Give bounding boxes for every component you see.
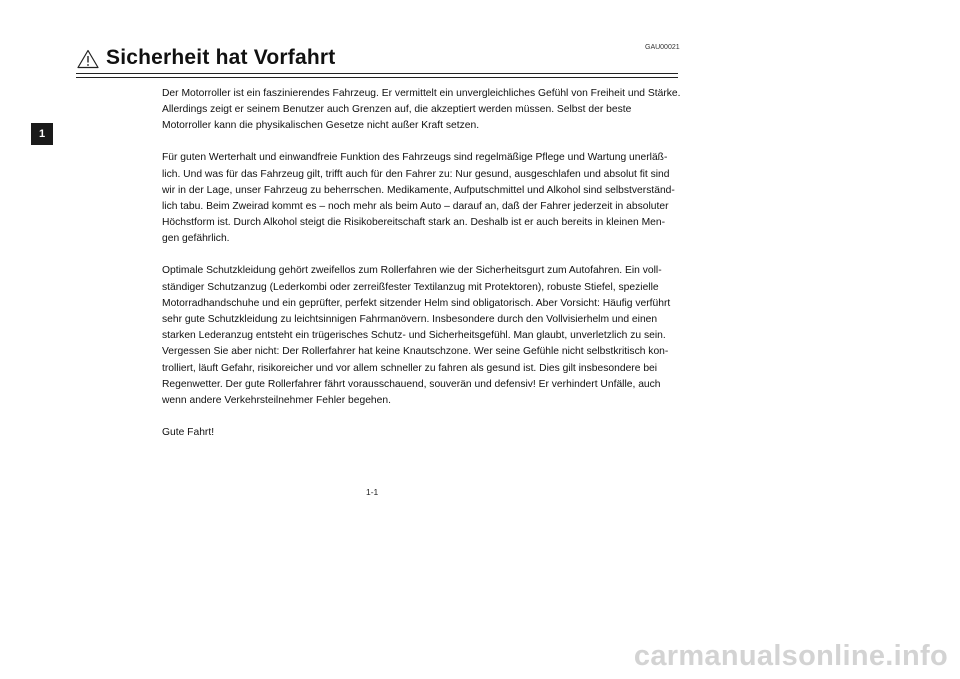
body-text — [162, 86, 682, 457]
page-title: Sicherheit hat Vorfahrt — [106, 46, 336, 69]
document-code: GAU00021 — [645, 44, 680, 51]
chapter-tab: 1 — [31, 123, 53, 145]
paragraph: Der Motorroller ist ein faszinierendes Fahrzeug. Er vermittelt ein unvergleichliches Gefühl von Freiheit und Stärke. Allerdings zeigt er seinem Benutzer auch Grenzen auf, die akzeptiert werden müssen. Selbst der beste Motorroller kann die physikalischen Gesetze nicht außer Kraft setzen. — [162, 88, 681, 132]
paragraph: Gute Fahrt! — [162, 427, 215, 439]
paragraph: Optimale Schutzkleidung gehört zweifellos zum Rollerfahren wie der Sicherheitsgurt zum Autofahren. Ein voll-ständiger Schutzanzug (Lederkombi oder zerreißfester Textilanzug mit Protektoren), robuste Stiefel, spezielle Motorradhandschuhe und ein geprüfter, perfekt sitzender Helm sind obligatorisch. Aber Vorsicht: Häufig verführt sehr gute Schutzkleidung zu leichtsinnigen Fahrmanövern. Insbesondere durch den Vollvisierhelm und einen starken Lederanzug entsteht ein trügerisches Schutz- und Sicherheitsgefühl. Man glaubt, unverletzlich zu sein. Vergessen Sie aber nicht: Der Rollerfahrer hat keine Knautschzone. Wer seine Gefühle nicht selbstkritisch kon-trolliert, läuft Gefahr, risikoreicher und vor allem schneller zu fahren als gesund ist. Dies gilt insbesondere bei Regenwetter. Der gute Rollerfahrer fährt vorausschauend, souverän und defensiv! Er verhindert Unfälle, auch wenn andere Verkehrsteilnehmer Fehler begehen. — [162, 265, 671, 407]
title-rule-thick — [76, 73, 678, 74]
page-number: 1-1 — [366, 487, 379, 497]
title-rule-thin — [76, 77, 678, 78]
paragraph: Für guten Werterhalt und einwandfreie Funktion des Fahrzeugs sind regelmäßige Pflege und Wartung unerläß-lich. Und was für das Fahrzeug gilt, trifft auch für den Fahrer zu: Nur gesund, ausgeschlafen und absolut fit sind wir in der Lage, unser Fahrzeug zu beherrschen. Medikamente, Aufputschmittel und Alkohol sind selbstverständ-lich tabu. Beim Zweirad kommt es – noch mehr als beim Auto – darauf an, daß der Fahrer jederzeit in absoluter Höchstform ist. Durch Alkohol steigt die Risikobereitschaft stark an. Deshalb ist er auch bereits in kleinen Men-gen gefährlich. — [162, 152, 675, 245]
warning-triangle-icon — [77, 49, 99, 69]
watermark: carmanualsonline.info — [633, 640, 948, 672]
